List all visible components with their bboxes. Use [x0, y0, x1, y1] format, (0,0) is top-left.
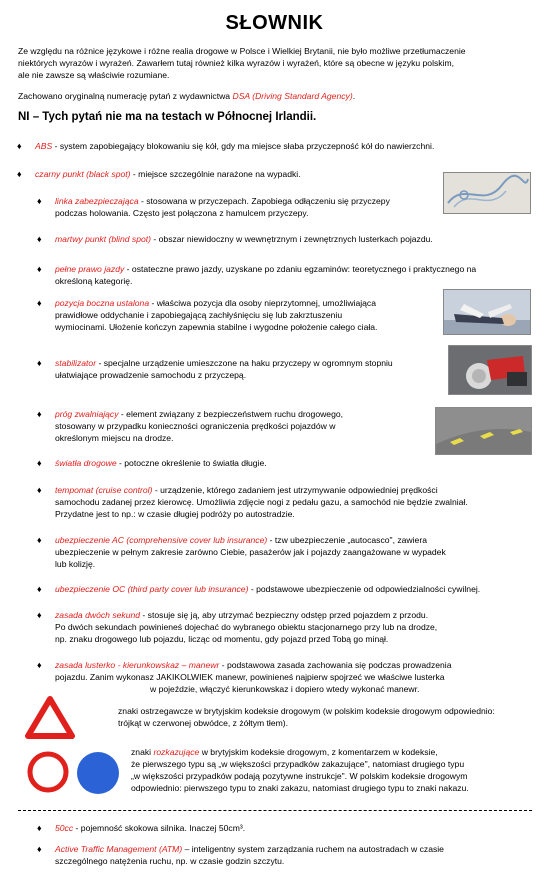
glossary-entry [37, 357, 393, 381]
bullet-icon: ♦ [37, 409, 42, 419]
entry-text: - ostateczne prawo jazdy, uzyskane po zdaniu egzaminów: teoretycznego i praktycznego na [124, 264, 477, 274]
glossary-entry [37, 583, 481, 595]
glossary-entry [37, 233, 433, 245]
note-line: odpowiednio: pierwszego typu to znaki zakazu, natomiast drugiego typu to znaki nakazu. [131, 783, 469, 793]
entry-term: Active Traffic Management (ATM) [55, 844, 183, 854]
numbering-end: . [352, 91, 356, 101]
entry-text: – inteligentny system zarządzania ruchem na autostradach w czasie [182, 844, 444, 854]
bullet-icon: ♦ [37, 823, 42, 833]
intro-paragraph [18, 45, 538, 81]
entry-text: - stosuje się ją, aby utrzymać bezpieczny odstęp przed pojazdem z przodu. [140, 610, 429, 620]
entry-text: ułatwiające prowadzenie samochodu z przyczepą. [55, 370, 247, 380]
note-text: znaki [131, 747, 154, 757]
bullet-icon: ♦ [37, 660, 42, 670]
entry-term: ubezpieczenie OC (third party cover lub insurance) [55, 584, 249, 594]
glossary-entry [37, 457, 267, 469]
entry-text: - miejsce szczególnie narażone na wypadki. [130, 169, 301, 179]
bullet-icon: ♦ [37, 298, 42, 308]
entry-text: pojazdu. Zanim wykonasz JAKIKOLWIEK manewr, powinieneś najpierw spojrzeć we właściwe lusterka [55, 672, 445, 682]
intro-line: Ze względu na różnice językowe i różne realia drogowe w Polsce i Wielkiej Brytanii, nie było możliwe przetłumaczenie [18, 46, 466, 56]
entry-text: np. znaku drogowego lub pojazdu, licząc od momentu, gdy pojazd przed Tobą go minął. [55, 634, 389, 644]
note-line: że pierwszego typu są „w większości przypadków zakazujące", natomiast drugiego typu [131, 759, 465, 769]
entry-text: szczególnego natężenia ruchu, np. w czasie godzin szczytu. [55, 856, 285, 866]
glossary-entry [37, 408, 344, 444]
entry-term: pozycja boczna ustalona [55, 298, 150, 308]
entry-term: zasada dwóch sekund [55, 610, 141, 620]
glossary-entry [37, 195, 390, 219]
entry-text: ubezpieczenie w pełnym zakresie zarówno Ciebie, pasażerów jak i pojazdy zaangażowane w wypadek [55, 547, 446, 557]
entry-term: czarny punkt (black spot) [35, 169, 131, 179]
page-title: SŁOWNIK [225, 12, 324, 34]
hitch-stabilizer-icon [449, 346, 531, 394]
entry-text: określoną kategorię. [55, 276, 133, 286]
entry-term: światła drogowe [55, 458, 117, 468]
entry-term: linka zabezpieczająca [55, 196, 139, 206]
bullet-icon: ♦ [37, 485, 42, 495]
entry-text: - podstawowa zasada zachowania się podczas prowadzenia [219, 660, 452, 670]
order-signs-note [131, 746, 536, 794]
entry-text: - tzw ubezpieczenie „autocasco", zawiera [267, 535, 427, 545]
glossary-entry [37, 609, 438, 645]
bullet-icon: ♦ [37, 196, 42, 206]
entry-term: ABS [35, 141, 53, 151]
warning-signs-note [118, 705, 538, 729]
section-divider [18, 810, 532, 811]
section-heading: NI – Tych pytań nie ma na testach w Północnej Irlandii. [18, 111, 317, 123]
glossary-entry [37, 822, 246, 834]
entry-text: wymiocinami. Ułożenie kończyn zapewnia stabilne i wygodne położenie całego ciała. [55, 322, 378, 332]
glossary-entry [37, 843, 444, 867]
entry-text: - podstawowe ubezpieczenie od odpowiedzialności cywilnej. [248, 584, 481, 594]
glossary-entry [17, 168, 301, 180]
note-term: rozkazujące [153, 747, 200, 757]
recovery-position-photo [443, 289, 531, 335]
entry-term: 50cc [55, 823, 74, 833]
entry-text: w pojeździe, włączyć kierunkowskaz i dopiero wtedy wykonać manewr. [150, 684, 420, 694]
entry-text: lub kolizję. [55, 559, 96, 569]
entry-text: określonym miejscu na drodze. [55, 433, 174, 443]
intro-line: niektórych wyrazów i wyrażeń. Zawarłem tutaj również kilka wyrazów i wyrażeń, które są obecne w języku polskim, [18, 58, 455, 68]
glossary-entry [37, 534, 446, 570]
prohibitory-circle-icon [26, 750, 70, 794]
entry-text: stosowany w przypadku konieczności ograniczenia prędkości pojazdów w [55, 421, 336, 431]
bullet-icon: ♦ [37, 610, 42, 620]
entry-text: - urządzenie, którego zadaniem jest utrzymywanie odpowiedniej prędkości [152, 485, 438, 495]
cable-icon [444, 173, 530, 213]
mandatory-blue-circle-icon [75, 750, 121, 796]
safety-chain-photo [443, 172, 531, 214]
warning-triangle-icon [24, 694, 76, 740]
numbering-source: DSA (Driving Standard Agency) [232, 91, 353, 101]
entry-term: stabilizator [55, 358, 97, 368]
bullet-icon: ♦ [17, 169, 22, 179]
entry-text: - stosowana w przyczepach. Zapobiega odłączeniu się przyczepy [138, 196, 390, 206]
entry-term: tempomat (cruise control) [55, 485, 153, 495]
person-lying-icon [444, 290, 530, 334]
bullet-icon: ♦ [37, 458, 42, 468]
note-line: znaki ostrzegawcze w brytyjskim kodeksie drogowym (w polskim kodeksie drogowym odpowiednio: [118, 706, 495, 716]
numbering-text: Zachowano oryginalną numerację pytań z wydawnictwa [18, 91, 233, 101]
numbering-note [18, 90, 538, 102]
road-hump-icon [436, 408, 531, 454]
entry-text: - element związany z bezpieczeństwem ruchu drogowego, [118, 409, 344, 419]
bullet-icon: ♦ [37, 535, 42, 545]
entry-term: pełne prawo jazdy [55, 264, 125, 274]
intro-line: ale nie zawsze są właściwie rozumiane. [18, 70, 170, 80]
glossary-entry [37, 484, 468, 520]
entry-text: Przydatne jest to np.: w czasie długiej podróży po autostradzie. [55, 509, 295, 519]
entry-term: martwy punkt (blind spot) [55, 234, 151, 244]
entry-text: - obszar niewidoczny w wewnętrznym i zewnętrznych lusterkach pojazdu. [151, 234, 433, 244]
entry-text: podczas holowania. Często jest połączona z hamulcem przyczepy. [55, 208, 309, 218]
bullet-icon: ♦ [37, 264, 42, 274]
bullet-icon: ♦ [37, 844, 42, 854]
bullet-icon: ♦ [37, 584, 42, 594]
entry-text: - pojemność skokowa silnika. Inaczej 50cm³. [73, 823, 246, 833]
note-line: „w większości przypadków podają pozytywne instrukcje". W polskim kodeksie drogowym [131, 771, 468, 781]
note-text: w brytyjskim kodeksie drogowym, z komentarzem w kodeksie, [199, 747, 438, 757]
glossary-entry [37, 263, 477, 287]
entry-text: - specjalne urządzenie umieszczone na haku przyczepy w ogromnym stopniu [96, 358, 393, 368]
glossary-entry [37, 297, 378, 333]
bullet-icon: ♦ [37, 358, 42, 368]
entry-term: zasada lusterko - kierunkowskaz – manewr [55, 660, 220, 670]
entry-text: samochodu zadanej przez kierowcę. Umożliwia zdjęcie nogi z pedału gazu, a samochód nie będzie zwalniał. [55, 497, 468, 507]
speed-bump-photo [435, 407, 532, 455]
glossary-entry [17, 140, 435, 152]
note-line: trójkąt w czerwonej obwódce, z żółtym tłem). [118, 718, 289, 728]
entry-text: - system zapobiegający blokowaniu się kół, gdy ma miejsce słaba przyczepność kół do nawierzchni. [52, 141, 435, 151]
entry-term: ubezpieczenie AC (comprehensive cover lub insurance) [55, 535, 268, 545]
bullet-icon: ♦ [17, 141, 22, 151]
entry-text: prawidłowe oddychanie i zapobiegającą zachłyśnięciu się lub zakrztuszeniu [55, 310, 343, 320]
entry-text: Po dwóch sekundach powinieneś dojechać do wybranego obiektu stacjonarnego przy lub na drodze, [55, 622, 438, 632]
entry-text: - potoczne określenie to światła długie. [116, 458, 267, 468]
entry-term: próg zwalniający [55, 409, 119, 419]
stabilizer-photo [448, 345, 532, 395]
glossary-entry [37, 659, 452, 695]
entry-text: - właściwa pozycja dla osoby nieprzytomnej, umożliwiająca [149, 298, 376, 308]
bullet-icon: ♦ [37, 234, 42, 244]
